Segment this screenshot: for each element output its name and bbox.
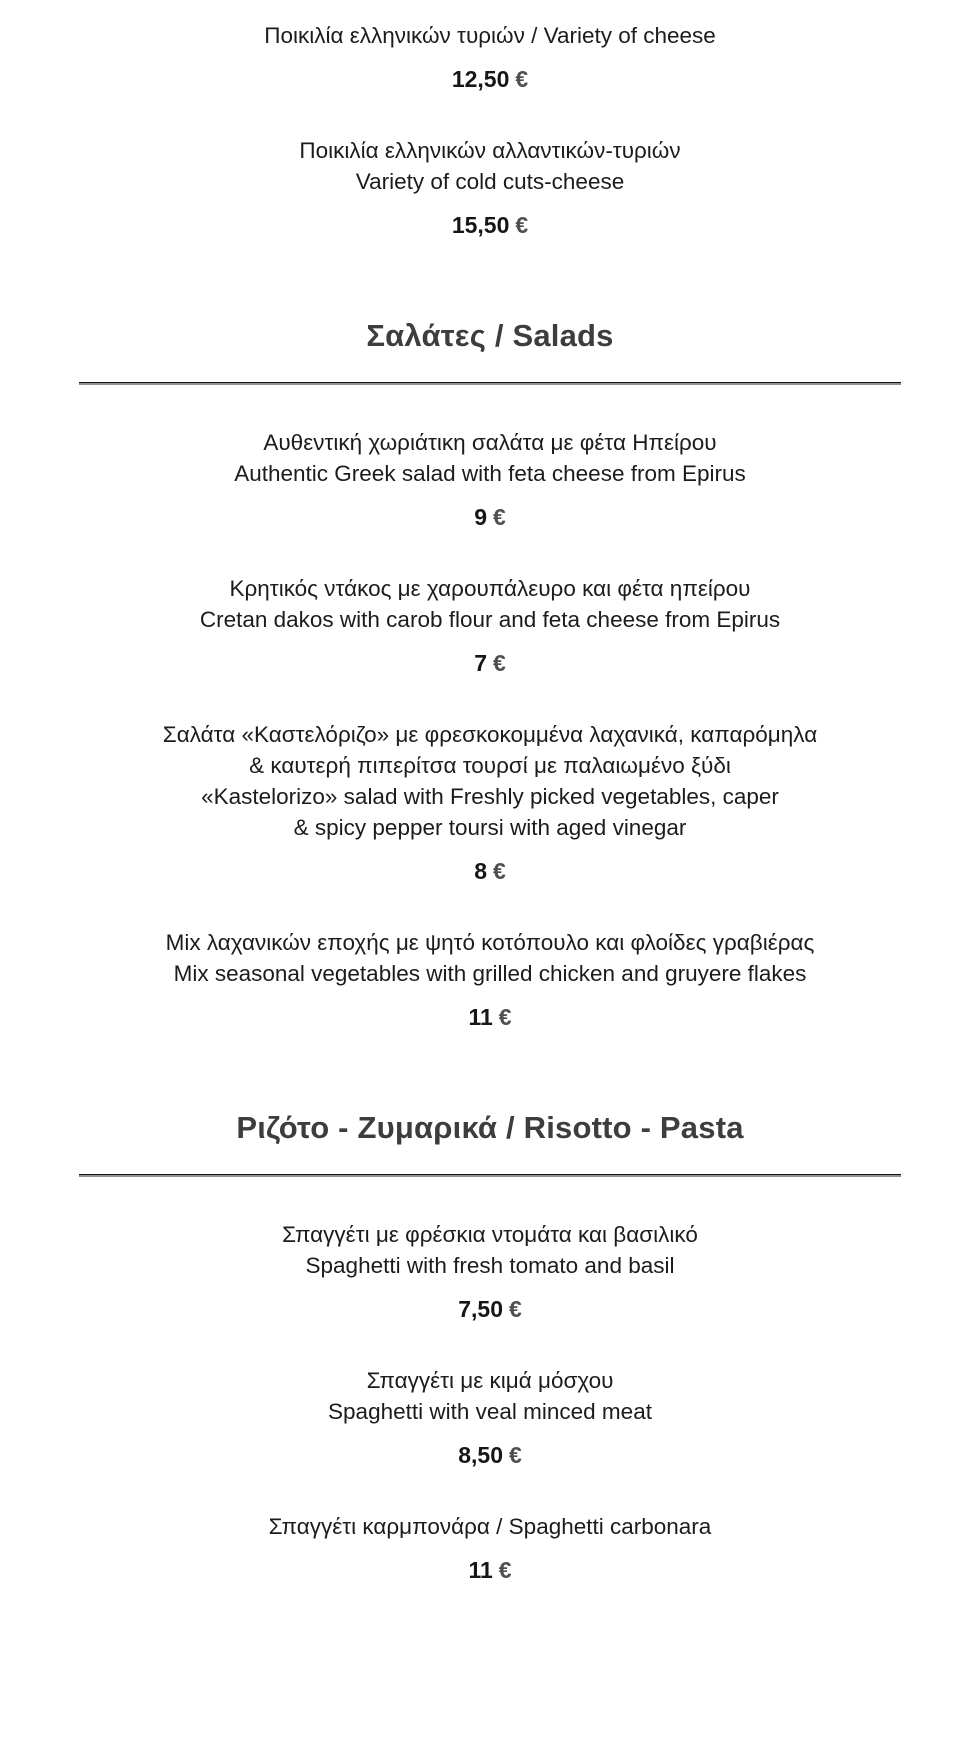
menu-item	[40, 719, 940, 887]
menu-item	[40, 927, 940, 1033]
menu-section	[40, 317, 940, 1033]
euro-sign: €	[515, 212, 529, 238]
item-price	[40, 648, 940, 679]
euro-sign: €	[508, 1442, 522, 1468]
menu-section	[40, 1109, 940, 1586]
item-line: Spaghetti with fresh tomato and basil	[305, 1253, 675, 1278]
euro-sign: €	[493, 504, 506, 530]
euro-sign: €	[498, 1557, 512, 1583]
price-amount: 7,50	[458, 1296, 503, 1322]
item-price	[40, 1294, 940, 1325]
menu-item	[40, 1365, 940, 1471]
price-amount: 7	[474, 650, 487, 676]
item-line: & spicy pepper toursi with aged vinegar	[293, 815, 687, 840]
item-line: Mix λαχανικών εποχής με ψητό κοτόπουλο και φλοίδες γραβιέρας	[165, 930, 815, 955]
item-line: Ποικιλία ελληνικών αλλαντικών-τυριών	[299, 138, 681, 163]
section-items	[40, 427, 940, 1033]
section-items	[40, 1219, 940, 1586]
price-amount: 8,50	[458, 1442, 503, 1468]
item-name	[40, 1219, 940, 1281]
item-price	[40, 210, 940, 241]
item-name	[40, 135, 940, 197]
item-name	[40, 1511, 940, 1542]
item-price	[40, 1440, 940, 1471]
euro-sign: €	[493, 650, 506, 676]
menu-item	[40, 1511, 940, 1586]
price-amount: 8	[474, 858, 487, 884]
item-line: Σπαγγέτι καρμπονάρα / Spaghetti carbonara	[268, 1514, 712, 1539]
item-name	[40, 573, 940, 635]
item-line: Ποικιλία ελληνικών τυριών / Variety of cheese	[264, 23, 716, 48]
item-line: «Kastelorizo» salad with Freshly picked vegetables, caper	[201, 784, 779, 809]
price-amount: 12,50	[451, 66, 510, 92]
item-price	[40, 1002, 940, 1033]
section-title: Σαλάτες / Salads	[366, 318, 614, 353]
item-name	[40, 1365, 940, 1427]
item-line: Variety of cold cuts-cheese	[355, 169, 625, 194]
item-line: Σπαγγέτι με κιμά μόσχου	[366, 1368, 614, 1393]
item-line: Spaghetti with veal minced meat	[328, 1399, 652, 1424]
item-price	[40, 502, 940, 533]
menu-item	[40, 20, 940, 95]
price-amount: 15,50	[451, 212, 510, 238]
menu-item	[40, 1219, 940, 1325]
menu-content	[40, 20, 940, 1586]
euro-sign: €	[508, 1296, 522, 1322]
item-price	[40, 1555, 940, 1586]
item-line: Authentic Greek salad with feta cheese from Epirus	[234, 461, 746, 486]
item-name	[40, 719, 940, 843]
section-title: Ριζότο - Ζυμαρικά / Risotto - Pasta	[236, 1110, 744, 1145]
item-line: Mix seasonal vegetables with grilled chicken and gruyere flakes	[173, 961, 807, 986]
euro-sign: €	[493, 858, 506, 884]
menu-item	[40, 135, 940, 241]
item-price	[40, 64, 940, 95]
menu-item	[40, 427, 940, 533]
menu-item	[40, 573, 940, 679]
euro-sign: €	[515, 66, 529, 92]
item-price	[40, 856, 940, 887]
price-amount: 11	[468, 1557, 493, 1583]
section-divider	[79, 382, 901, 385]
item-name	[40, 927, 940, 989]
item-line: Κρητικός ντάκος με χαρουπάλευρο και φέτα ηπείρου	[229, 576, 751, 601]
euro-sign: €	[498, 1004, 512, 1030]
section-divider	[79, 1174, 901, 1177]
top-items	[40, 20, 940, 241]
price-amount: 9	[474, 504, 487, 530]
item-line: & καυτερή πιπερίτσα τουρσί με παλαιωμένο ξύδι	[249, 753, 731, 778]
price-amount: 11	[468, 1004, 493, 1030]
item-line: Αυθεντική χωριάτικη σαλάτα με φέτα Ηπείρου	[263, 430, 717, 455]
item-line: Σαλάτα «Καστελόριζο» με φρεσκοκομμένα λαχανικά, καπαρόμηλα	[162, 722, 818, 747]
item-line: Σπαγγέτι με φρέσκια ντομάτα και βασιλικό	[282, 1222, 698, 1247]
item-name	[40, 427, 940, 489]
item-name	[40, 20, 940, 51]
item-line: Cretan dakos with carob flour and feta cheese from Epirus	[199, 607, 781, 632]
